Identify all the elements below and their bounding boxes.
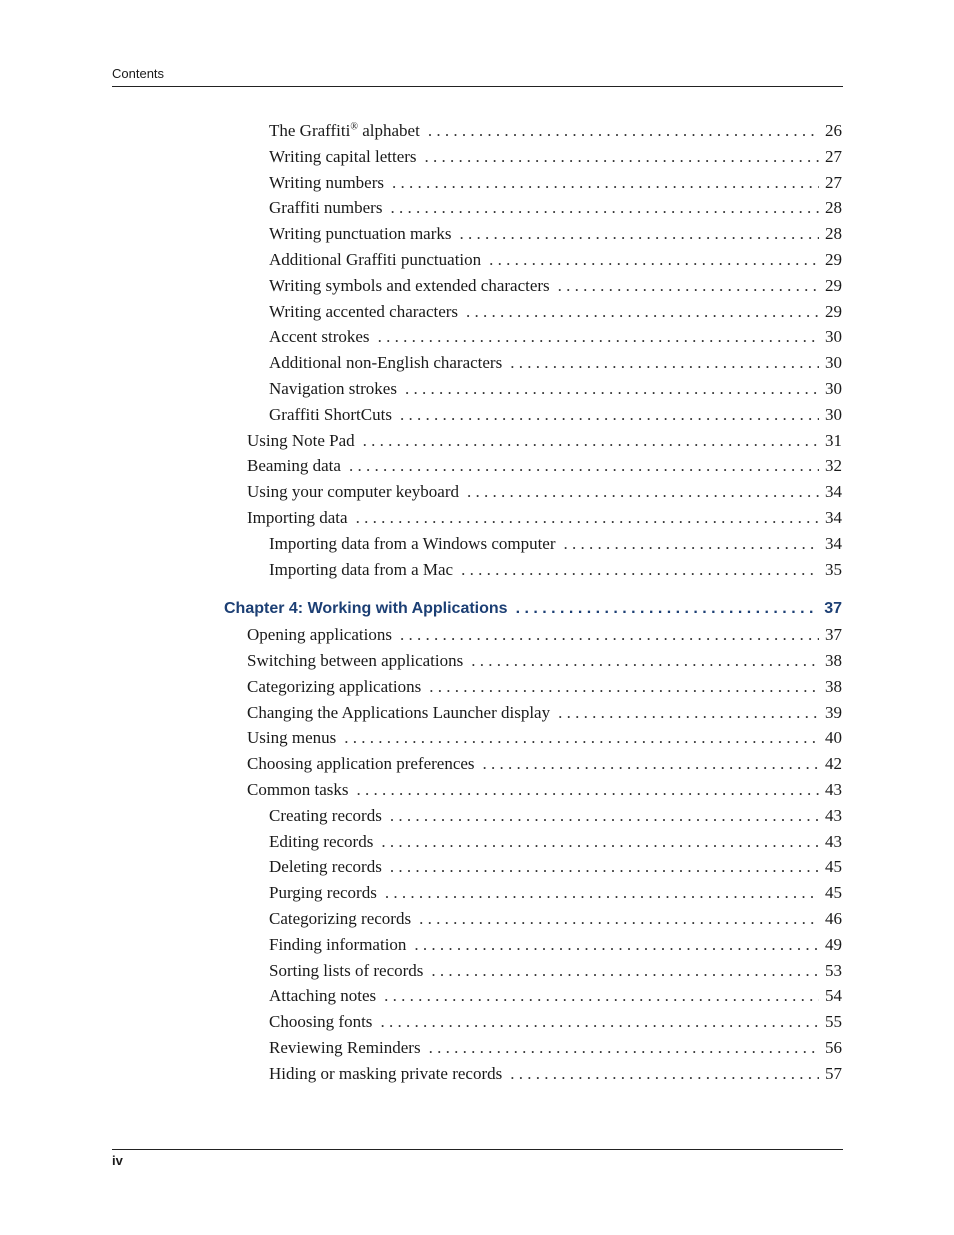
- header-rule: [112, 86, 843, 87]
- toc-entry-title-text: Writing punctuation marks: [269, 224, 452, 244]
- toc-entry[interactable]: [269, 1063, 842, 1085]
- toc-entry[interactable]: [269, 908, 842, 930]
- toc-entry-title: [269, 249, 481, 271]
- toc-page-number: 56: [825, 1038, 842, 1057]
- dot-leader: [357, 779, 819, 801]
- dot-leader: [419, 908, 819, 930]
- running-title: Contents: [112, 66, 165, 81]
- toc-page-number: 37: [824, 600, 842, 618]
- toc-page-number: 34: [825, 508, 842, 527]
- toc-entry[interactable]: [269, 882, 842, 904]
- toc-page-number: 29: [825, 301, 842, 321]
- toc-entry-title-text: Chapter 4: Working with Applications: [224, 600, 508, 618]
- toc-entry-title: [247, 481, 459, 503]
- toc-entry-title: [247, 650, 463, 672]
- toc-entry-title: [269, 404, 392, 426]
- dot-leader: [378, 326, 819, 348]
- toc-page-number: 31: [825, 430, 842, 450]
- toc-page-number: 30: [825, 327, 842, 347]
- toc-entry[interactable]: [269, 249, 842, 271]
- toc-entry[interactable]: [247, 779, 842, 801]
- toc-entry-title-text: Hiding or masking private records: [269, 1063, 503, 1083]
- toc-entry-title-text: Using menus: [247, 728, 337, 748]
- toc-entry-title: [269, 805, 382, 827]
- toc-entry[interactable]: [247, 702, 842, 724]
- toc-entry-title-text: Changing the Applications Launcher display: [247, 702, 551, 722]
- dot-leader: [510, 352, 819, 374]
- registered-mark: ®: [350, 121, 358, 133]
- toc-entry[interactable]: [269, 301, 842, 323]
- toc-page-number: 43: [825, 780, 842, 799]
- toc-entry-title: [269, 985, 376, 1007]
- toc-page-number: 55: [825, 1012, 842, 1032]
- toc-entry-title: [269, 352, 502, 374]
- toc-page-number: 29: [825, 250, 842, 269]
- toc-entry-title: [269, 1063, 502, 1085]
- dot-leader: [466, 301, 819, 323]
- toc-entry[interactable]: [269, 1037, 842, 1059]
- toc-entry-title-text: Writing symbols and extended characters: [269, 275, 550, 295]
- toc-entry-title: [269, 172, 384, 194]
- dot-leader: [564, 533, 819, 555]
- toc-entry-title: [269, 301, 458, 323]
- toc-page-number: 28: [825, 198, 842, 218]
- toc-entry-title: [247, 676, 421, 698]
- toc-entry-title-text: Graffiti ShortCuts: [269, 404, 392, 424]
- toc-page-number: 34: [825, 533, 842, 553]
- toc-entry[interactable]: [247, 650, 842, 672]
- dot-leader: [400, 624, 819, 646]
- dot-leader: [558, 702, 819, 724]
- dot-leader: [349, 455, 819, 477]
- toc-page-number: 32: [825, 456, 842, 476]
- toc-entry-title-text: Categorizing applications: [247, 676, 422, 696]
- toc-entry-title: [247, 779, 349, 801]
- toc-entry-title-text: Writing numbers: [269, 172, 384, 192]
- toc-entry-title-text: Common tasks: [247, 780, 349, 799]
- page-footer: [112, 1153, 123, 1168]
- toc-entry-title: [269, 275, 550, 297]
- toc-entry[interactable]: [269, 275, 842, 297]
- toc-entry-title: [269, 326, 370, 348]
- toc-entry[interactable]: [247, 753, 842, 775]
- toc-entry-title: [269, 120, 420, 142]
- toc-entry-title: [269, 559, 453, 581]
- toc-page-number: 49: [825, 934, 842, 954]
- dot-leader: [516, 598, 819, 620]
- toc-entry[interactable]: [269, 831, 842, 853]
- toc-entry-title-text: Choosing application preferences: [247, 754, 475, 774]
- toc-page-number: 27: [825, 146, 842, 166]
- toc-entry[interactable]: [247, 676, 842, 698]
- toc-entry[interactable]: [247, 481, 842, 503]
- toc-page-number: 34: [825, 482, 842, 502]
- toc-entry[interactable]: [269, 533, 842, 555]
- toc-page-number: 30: [825, 404, 842, 424]
- toc-entry[interactable]: [269, 1011, 842, 1033]
- toc-entry-title: [269, 1011, 372, 1033]
- toc-entry-title-text: Writing capital letters: [269, 146, 417, 166]
- dot-leader: [467, 481, 819, 503]
- toc-entry[interactable]: [269, 985, 842, 1007]
- toc-entry[interactable]: [269, 934, 842, 956]
- dot-leader: [385, 882, 819, 904]
- dot-leader: [390, 856, 819, 878]
- toc-entry-title-text: Reviewing Reminders: [269, 1038, 421, 1057]
- toc-entry-title: [269, 856, 382, 878]
- toc-entry-title-text: Accent strokes: [269, 327, 370, 347]
- toc-page-number: 38: [825, 676, 842, 696]
- toc-page-number: 30: [825, 353, 842, 373]
- toc-entry-title-text: Choosing fonts: [269, 1012, 373, 1032]
- toc-entry[interactable]: [269, 378, 842, 400]
- toc-entry[interactable]: [269, 120, 842, 142]
- toc-entry-title: [247, 507, 348, 529]
- dot-leader: [489, 249, 819, 271]
- toc-entry[interactable]: [247, 624, 842, 646]
- dot-leader: [428, 120, 819, 142]
- page-number: iv: [112, 1153, 123, 1168]
- toc-entry-title-text: Deleting records: [269, 857, 382, 877]
- dot-leader: [510, 1063, 819, 1085]
- toc-entry-title-text: Importing data from a Windows computer: [269, 533, 556, 553]
- toc-page-number: 54: [825, 986, 842, 1006]
- dot-leader: [384, 985, 819, 1007]
- dot-leader: [558, 275, 819, 297]
- toc-entry-title: [269, 378, 397, 400]
- dot-leader: [461, 559, 819, 581]
- dot-leader: [392, 172, 819, 194]
- toc-entry[interactable]: [269, 404, 842, 426]
- toc-entry-title: [269, 831, 373, 853]
- toc-entry-title: [224, 598, 508, 620]
- toc-page-number: 45: [825, 857, 842, 877]
- dot-leader: [390, 805, 819, 827]
- toc-page-number: 26: [825, 121, 842, 140]
- toc-entry-title-text: Beaming data: [247, 456, 341, 476]
- toc-entry[interactable]: [269, 352, 842, 374]
- toc-entry[interactable]: [269, 146, 842, 168]
- toc-entry-title: [269, 223, 452, 245]
- toc-entry-title: [247, 624, 392, 646]
- toc-entry-title-text: Switching between applications: [247, 651, 464, 670]
- toc-entry-title-text: Graffiti numbers: [269, 198, 383, 218]
- toc-entry[interactable]: [269, 960, 842, 982]
- toc-entry-title: [247, 727, 336, 749]
- dot-leader: [471, 650, 819, 672]
- toc-entry-title: [247, 455, 341, 477]
- toc-entry-title-text: Using your computer keyboard: [247, 482, 459, 502]
- toc-page-number: 28: [825, 224, 842, 244]
- toc-page-number: 29: [825, 275, 842, 295]
- dot-leader: [400, 404, 819, 426]
- toc-entry-title: [247, 430, 355, 452]
- toc-entry-title: [269, 1037, 421, 1059]
- toc-entry-title-text: Using Note Pad: [247, 430, 355, 450]
- dot-leader: [356, 507, 819, 529]
- dot-leader: [380, 1011, 819, 1033]
- dot-leader: [405, 378, 819, 400]
- toc-page-number: 39: [825, 702, 842, 722]
- toc-entry-title-text: The Graffiti: [269, 121, 351, 140]
- toc-entry[interactable]: [269, 805, 842, 827]
- toc-entry-title-text: Editing records: [269, 831, 374, 851]
- toc-page-number: 35: [825, 559, 842, 579]
- dot-leader: [363, 430, 819, 452]
- toc-entry[interactable]: [269, 197, 842, 219]
- toc-entry-title: [269, 146, 417, 168]
- dot-leader: [483, 753, 819, 775]
- toc-page-number: 27: [825, 172, 842, 192]
- toc-entry-title-text: Additional Graffiti punctuation: [269, 250, 482, 269]
- toc-entry-title-text: Importing data from a Mac: [269, 559, 454, 579]
- toc-entry[interactable]: [269, 326, 842, 348]
- running-header: [112, 66, 843, 81]
- toc-chapter-entry[interactable]: [224, 598, 842, 620]
- dot-leader: [425, 146, 819, 168]
- toc-entry-title-text: Importing data: [247, 508, 348, 527]
- toc-page-number: 37: [825, 625, 842, 645]
- toc-entry-title-text: Sorting lists of records: [269, 960, 424, 980]
- toc-entry[interactable]: [247, 430, 842, 452]
- toc-page-number: 43: [825, 805, 842, 825]
- dot-leader: [460, 223, 819, 245]
- dot-leader: [390, 197, 819, 219]
- toc-entry-title-text: Purging records: [269, 883, 377, 903]
- toc-page-number: 57: [825, 1063, 842, 1083]
- toc-page-number: 43: [825, 831, 842, 851]
- toc-entry[interactable]: [247, 727, 842, 749]
- toc-entry-title-text: Categorizing records: [269, 909, 412, 928]
- toc-entry-title-text: Additional non-English characters: [269, 353, 503, 373]
- toc-entry[interactable]: [247, 507, 842, 529]
- dot-leader: [414, 934, 819, 956]
- toc-entry[interactable]: [269, 172, 842, 194]
- toc-entry-title: [269, 533, 556, 555]
- toc-entry-title: [269, 882, 377, 904]
- toc-entry[interactable]: [269, 559, 842, 581]
- toc-entry-title: [269, 908, 411, 930]
- dot-leader: [429, 1037, 819, 1059]
- toc-entry-title-text: Navigation strokes: [269, 379, 397, 398]
- dot-leader: [381, 831, 819, 853]
- toc-entry-title: [269, 960, 423, 982]
- dot-leader: [429, 676, 819, 698]
- toc-page-number: 40: [825, 728, 842, 748]
- toc-page-number: 53: [825, 960, 842, 980]
- toc-entry-title-text: Finding information: [269, 934, 407, 954]
- toc-entry[interactable]: [247, 455, 842, 477]
- toc-entry-title-text: Creating records: [269, 805, 382, 825]
- dot-leader: [431, 960, 819, 982]
- toc-entry-title-text: Attaching notes: [269, 986, 377, 1006]
- dot-leader: [344, 727, 819, 749]
- toc-entry[interactable]: [269, 856, 842, 878]
- toc-entry-title: [269, 197, 382, 219]
- toc-entry-title-text-continued: alphabet: [357, 121, 420, 140]
- toc-entry[interactable]: [269, 223, 842, 245]
- footer-rule: [112, 1149, 843, 1150]
- toc-page-number: 45: [825, 883, 842, 903]
- toc-entry-title: [247, 753, 475, 775]
- toc-page-number: 38: [825, 651, 842, 670]
- toc-entry-title-text: Writing accented characters: [269, 301, 459, 321]
- toc-page-number: 46: [825, 909, 842, 928]
- toc-entry-title-text: Opening applications: [247, 625, 392, 645]
- toc-entry-title: [269, 934, 406, 956]
- toc-entry-title: [247, 702, 550, 724]
- toc-page-number: 30: [825, 379, 842, 398]
- toc-page-number: 42: [825, 754, 842, 774]
